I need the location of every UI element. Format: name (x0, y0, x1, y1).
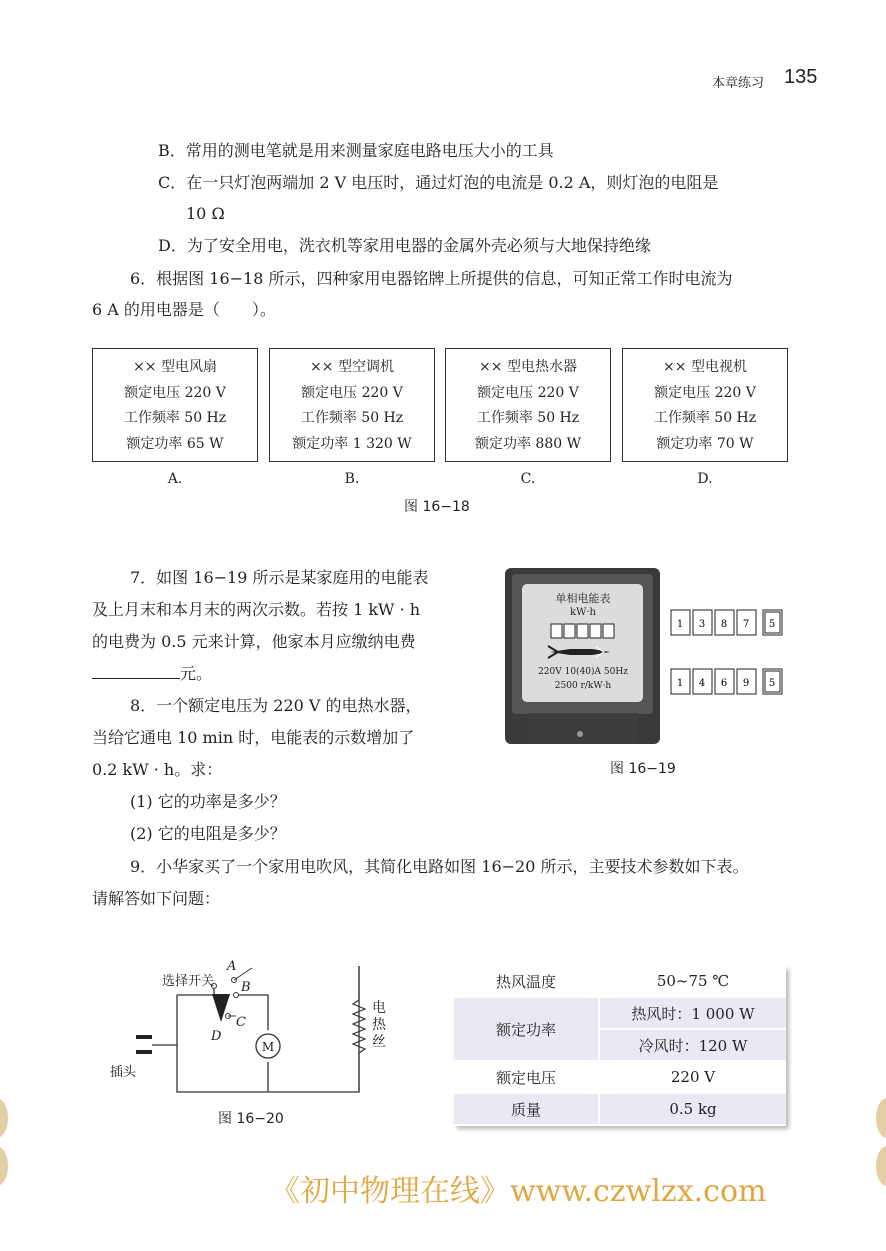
section-title: 本章练习 (712, 76, 765, 91)
edge-decoration (0, 1146, 8, 1186)
q8-text: 0.2 kW · h。求： (92, 760, 223, 779)
nameplate-line: 额定电压 220 V (301, 384, 403, 401)
specs-table (454, 966, 786, 1126)
q8-text: 8．一个额定电压为 220 V 的电热水器， (130, 696, 422, 715)
q9-text: 请解答如下问题： (92, 889, 221, 908)
q5-option-c: C．在一只灯泡两端加 2 V 电压时，通过灯泡的电流是 0.2 A，则灯泡的电阻是 (158, 173, 719, 192)
option-label-b: B. (344, 471, 360, 487)
meter-screw-icon (577, 731, 583, 737)
q8-sub2: (2) 它的电阻是多少？ (130, 824, 286, 843)
watermark: 《初中物理在线》www.czwlzx.com (270, 1174, 767, 1209)
q6-text: 6．根据图 16−18 所示，四种家用电器铭牌上所提供的信息，可知正常工作时电流为 (130, 269, 733, 288)
heater-label: 电热丝 (372, 1000, 386, 1050)
reading-digit: 9 (742, 678, 750, 689)
reading-digit-decimal: 5 (768, 619, 776, 630)
reading-digit-decimal: 5 (768, 678, 776, 689)
plug-pin (136, 1035, 152, 1039)
figure-caption-16-20: 图 16−20 (218, 1111, 284, 1127)
q8-text: 当给它通电 10 min 时，电能表的示数增加了 (92, 728, 415, 747)
meter-spec-constant: 2500 r/kW·h (554, 681, 612, 691)
q7-text: 7．如图 16−19 所示是某家庭用的电能表 (130, 568, 429, 587)
answer-blank (92, 664, 180, 679)
switch-label: 选择开关 (162, 974, 215, 989)
reading-digit: 4 (698, 678, 706, 689)
nameplate-a (92, 348, 258, 462)
option-label-c: C. (520, 471, 536, 487)
nameplate-line: ×× 型空调机 (310, 359, 394, 375)
terminal-c: C (236, 1015, 246, 1030)
meter-spec-rating: 220V 10(40)A 50Hz (538, 667, 628, 677)
terminal-d: D (211, 1029, 222, 1044)
figure-caption-16-19: 图 16−19 (610, 761, 676, 777)
nameplate-line: ×× 型电风扇 (133, 359, 217, 375)
nameplate-line: 额定功率 880 W (474, 435, 581, 452)
table-cell-value: 冷风时：120 W (599, 1029, 786, 1061)
nameplate-line: 额定电压 220 V (124, 384, 226, 401)
figure-caption-16-18: 图 16−18 (404, 499, 470, 515)
terminal-b: B (241, 980, 251, 995)
nameplate-line: 工作频率 50 Hz (300, 410, 404, 426)
nameplate-line: 额定功率 65 W (126, 435, 224, 452)
nameplate-line: 工作频率 50 Hz (653, 410, 757, 426)
q7-text: 及上月末和本月末的两次示数。若按 1 kW · h (92, 600, 421, 619)
table-cell-label: 额定电压 (454, 1061, 599, 1093)
reading-digit: 3 (698, 619, 706, 630)
nameplate-line: 工作频率 50 Hz (123, 410, 227, 426)
table-cell-value: 50~75 ℃ (599, 966, 786, 997)
reading-this-month (671, 669, 782, 694)
nameplate-line: ×× 型电视机 (663, 359, 747, 375)
q7-answer-line (92, 663, 212, 685)
page-number: 135 (784, 66, 818, 88)
nameplate-b (269, 348, 435, 462)
q5-option-d: D．为了安全用电，洗衣机等家用电器的金属外壳必须与大地保持绝缘 (158, 236, 651, 255)
q7-unit: 元。 (180, 664, 213, 683)
nameplate-line: 工作频率 50 Hz (476, 410, 580, 426)
table-cell-value: 热风时：1 000 W (599, 997, 786, 1029)
nameplate-line: 额定电压 220 V (477, 384, 579, 401)
edge-decoration (876, 1146, 886, 1186)
q8-sub1: (1) 它的功率是多少？ (130, 792, 286, 811)
reading-digit: 8 (720, 619, 728, 630)
table-cell-label: 额定功率 (454, 997, 599, 1061)
motor-label: M (261, 1040, 275, 1054)
terminal-a: A (227, 959, 237, 974)
meter-unit: kW·h (570, 607, 596, 618)
meter-title: 单相电能表 (555, 592, 611, 605)
nameplate-d (622, 348, 788, 462)
hair-dryer-circuit (100, 950, 410, 1110)
reading-digit: 7 (742, 619, 750, 630)
plug-label: 插头 (110, 1065, 137, 1080)
q5-option-b: B．常用的测电笔就是用来测量家庭电路电压大小的工具 (158, 141, 554, 160)
reading-digit: 1 (676, 678, 684, 689)
reading-last-month (671, 610, 782, 635)
meter-digit-boxes (551, 624, 614, 638)
nameplate-line: 额定功率 1 320 W (292, 435, 412, 452)
edge-decoration (0, 1098, 8, 1138)
reading-digit: 6 (720, 678, 728, 689)
electric-meter-figure (500, 566, 790, 748)
q9-text: 9．小华家买了一个家用电吹风，其简化电路如图 16−20 所示，主要技术参数如下表。 (130, 857, 749, 876)
table-cell-value: 220 V (599, 1061, 786, 1093)
plug-pin (136, 1050, 152, 1054)
nameplate-line: ×× 型电热水器 (479, 359, 577, 375)
table-cell-label: 质量 (454, 1093, 599, 1125)
option-label-a: A. (167, 471, 183, 487)
q7-text: 的电费为 0.5 元来计算，他家本月应缴纳电费 (92, 632, 416, 651)
nameplate-line: 额定电压 220 V (654, 384, 756, 401)
q6-text-cont: 6 A 的用电器是（ ）。 (92, 300, 276, 319)
nameplate-line: 额定功率 70 W (656, 435, 754, 452)
reading-digit: 1 (676, 619, 684, 630)
q5-option-c-cont: 10 Ω (186, 204, 225, 223)
table-cell-label: 热风温度 (454, 966, 599, 997)
option-label-d: D. (697, 471, 713, 487)
meter-base (528, 713, 638, 743)
nameplate-c (445, 348, 611, 462)
edge-decoration (876, 1098, 886, 1138)
table-cell-value: 0.5 kg (599, 1093, 786, 1125)
